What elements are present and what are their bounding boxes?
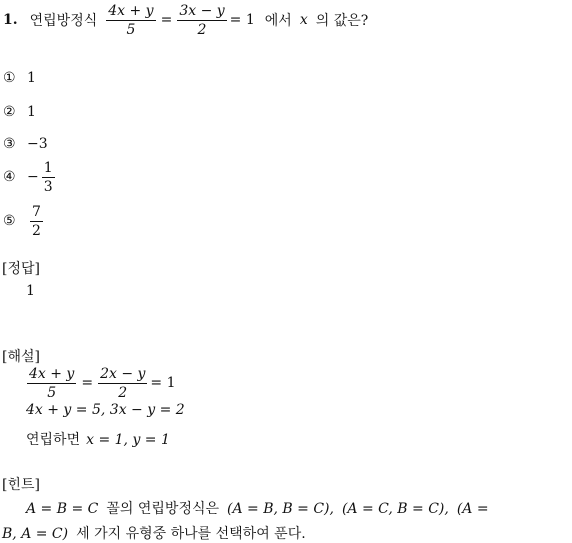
option-mark: ③ [3, 136, 16, 152]
explanation-system: 4x + y = 5, 3x − y = 2 [26, 402, 185, 418]
fraction-numerator: 2x − y [100, 365, 146, 382]
answer-value: 1 [26, 283, 35, 299]
option-mark: ④ [3, 169, 16, 185]
hint-case-1: (A = B, B = C), [227, 501, 334, 517]
option-mark: ② [3, 104, 16, 120]
question-suffix-a: 에서 [264, 13, 292, 29]
question-fraction-2 [177, 3, 226, 38]
question-fraction-1 [106, 3, 155, 38]
fraction-numerator: 7 [32, 203, 41, 220]
question-suffix-b: 의 값은? [315, 13, 369, 29]
hint-case-3-start: (A = [456, 501, 489, 517]
result-label: 연립하면 [26, 432, 81, 448]
option-value: 1 [27, 104, 36, 120]
option-mark: ① [3, 70, 16, 86]
hint-line-2 [2, 523, 306, 543]
option-mark: ⑤ [3, 213, 16, 229]
equals-sign: = [81, 375, 94, 391]
explanation-heading: [해설] [2, 349, 40, 365]
hint-text: 꼴의 연립방정식은 [106, 501, 220, 517]
option-3[interactable] [3, 136, 48, 152]
option-value: −3 [27, 136, 48, 152]
fraction-denominator: 2 [32, 222, 41, 239]
option-fraction [30, 204, 43, 239]
option-1[interactable] [3, 70, 36, 86]
fraction-denominator: 5 [47, 384, 57, 401]
fraction-numerator: 4x + y [108, 2, 154, 19]
question-line [3, 2, 368, 38]
answer-heading: [정답] [2, 261, 40, 277]
hint-heading: [힌트] [2, 477, 40, 493]
option-2[interactable] [3, 104, 36, 120]
fraction-denominator: 5 [126, 21, 136, 38]
hint-case-2: (A = C, B = C), [341, 501, 449, 517]
explanation-fraction-2 [98, 366, 147, 401]
hint-form: A = B = C [26, 501, 99, 517]
option-sign: − [27, 169, 39, 185]
option-value: 1 [27, 70, 36, 86]
equals-one: = 1 [229, 12, 255, 28]
fraction-denominator: 2 [197, 21, 207, 38]
fraction-numerator: 1 [43, 159, 53, 176]
question-number: 1. [3, 12, 18, 28]
equals-one: = 1 [150, 375, 176, 391]
explanation-equation [24, 364, 176, 402]
hint-case-3-end: B, A = C) [2, 526, 69, 542]
explanation-result [26, 429, 170, 449]
result-math: x = 1, y = 1 [86, 432, 170, 448]
hint-line-1 [26, 498, 489, 518]
option-fraction [42, 160, 55, 195]
question-variable: x [299, 12, 308, 28]
fraction-numerator: 3x − y [179, 2, 225, 19]
equals-sign: = [160, 12, 173, 28]
fraction-numerator: 4x + y [29, 365, 75, 382]
explanation-fraction-1 [27, 366, 76, 401]
fraction-denominator: 3 [43, 178, 53, 195]
fraction-denominator: 2 [118, 384, 128, 401]
option-5[interactable] [3, 202, 46, 240]
option-4[interactable] [3, 158, 58, 196]
question-prefix: 연립방정식 [29, 13, 98, 29]
hint-conclusion: 세 가지 유형중 하나를 선택하여 푼다. [76, 526, 306, 542]
